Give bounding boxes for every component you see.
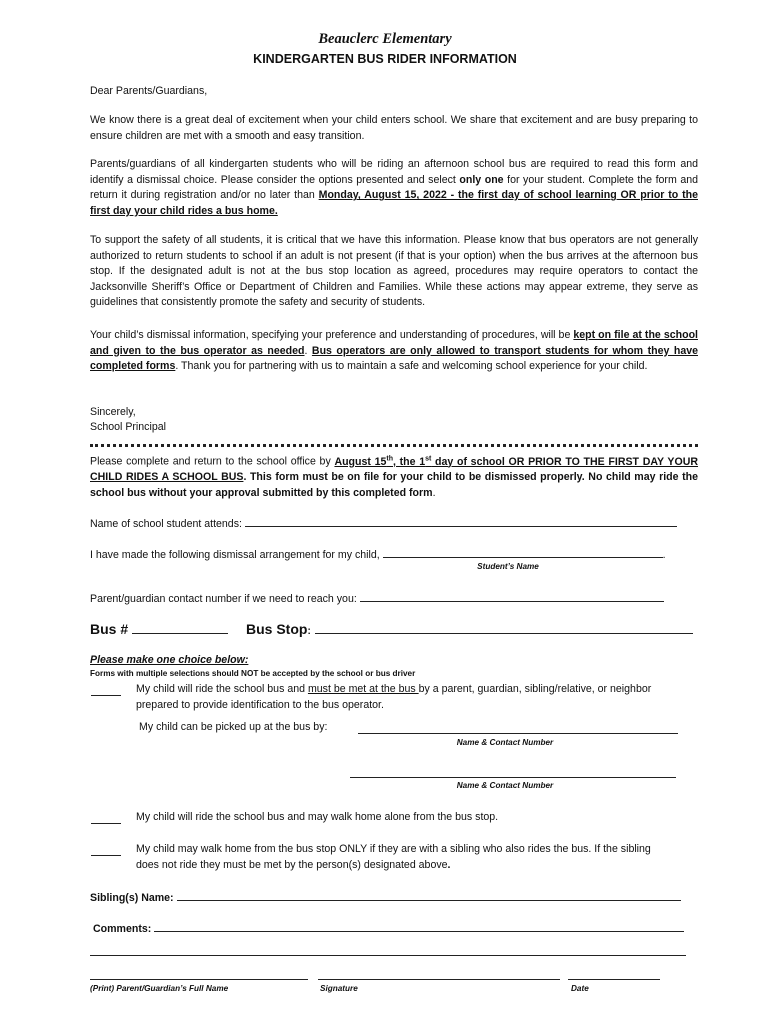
school-input-line[interactable] — [245, 515, 677, 527]
comments-row — [93, 920, 703, 935]
school-name: Beauclerc Elementary — [318, 31, 452, 47]
sibling-label: Sibling(s) Name: — [90, 892, 174, 904]
deadline-date: August 15 — [334, 455, 387, 468]
arrangement-row: I have made the following dismissal arrangement for my child, . — [90, 546, 700, 561]
sibling-row — [90, 889, 700, 904]
contact-row — [90, 590, 700, 605]
name-contact-caption-1: Name & Contact Number — [456, 738, 554, 747]
bus-stop-label: Bus Stop — [246, 621, 308, 637]
choice-3-text: My child may walk home from the bus stop ONLY if they are with a sibling who also rides the bus. If the sibling does not ride they must be met by the person(s) designated above. — [136, 843, 651, 871]
deadline-emphasis: Monday, August 15, 2022 - the first day of school learning OR prior to the first day your child rides a bus home. — [90, 189, 698, 217]
pickup-name-1-input-line[interactable] — [358, 722, 678, 734]
name-contact-caption-2: Name & Contact Number — [456, 781, 554, 790]
bus-number-input-line[interactable] — [132, 620, 228, 634]
bus-stop-row: Bus Stop: — [246, 620, 693, 637]
date-input-line[interactable] — [568, 968, 660, 980]
salutation: Dear Parents/Guardians, — [90, 85, 208, 97]
choice-1-text: My child will ride the school bus and must be met at the bus by a parent, guardian, sibling/relative, or neighbor prepared to provide identification to the bus operator. — [136, 683, 652, 711]
closing: Sincerely, — [90, 406, 136, 418]
contact-input-line[interactable] — [360, 590, 664, 602]
bus-stop-input-line[interactable] — [315, 620, 693, 634]
cut-line-divider — [90, 444, 698, 447]
comments-label: Comments: — [93, 923, 152, 935]
choice-heading: Please make one choice below: — [90, 654, 249, 666]
form-instructions: Please complete and return to the school office by August 15th, the 1st day of school OR PRIOR TO THE FIRST DAY YOUR CHILD RIDES A SCHOOL BUS. This form must be on file for your child to be dismissed properly. No child may ride the school bus without your approval submitted by this completed form. — [90, 455, 699, 499]
school-label: Name of school student attends: — [90, 518, 242, 530]
arrangement-label: I have made the following dismissal arrangement for my child, — [90, 549, 380, 561]
met-at-bus-emphasis: must be met at the bus — [307, 683, 419, 695]
paragraph-3: To support the safety of all students, it is critical that we have this information. Please know that bus operators are not generally authorized to return students to school if an adult is not present (if that is your option) when the bus arrives at the afternoon bus stop. If the designated adult is not at the bus stop location as agreed, procedures may require operators to contact the Jacksonville Sheriff’s Office or Department of Children and Families. While these actions may appear extreme, they serve as guidelines that consistently promote the safety and security of students. — [90, 234, 698, 309]
kept-on-file-emphasis: kept on file at the school and given to the bus operator as needed — [90, 329, 698, 357]
pickup-label: My child can be picked up at the bus by: — [139, 721, 328, 733]
document-title: KINDERGARTEN BUS RIDER INFORMATION — [253, 52, 517, 66]
school-row — [90, 515, 700, 530]
choice-3-checkbox-line[interactable] — [91, 844, 121, 856]
choice-2-checkbox-line[interactable] — [91, 812, 121, 824]
print-name-caption: (Print) Parent/Guardian’s Full Name — [90, 984, 229, 993]
signature-input-line[interactable] — [318, 968, 560, 980]
bus-number-label: Bus # — [90, 621, 129, 637]
date-caption: Date — [571, 984, 589, 993]
print-name-input-line[interactable] — [90, 968, 308, 980]
contact-label: Parent/guardian contact number if we need to reach you: — [90, 593, 357, 605]
operators-emphasis: Bus operators are only allowed to transport students for whom they have completed forms — [90, 344, 698, 373]
only-one-emphasis: only one — [459, 173, 504, 186]
paragraph-2: Parents/guardians of all kindergarten students who will be riding an afternoon school bus are required to read this form and identify a dismissal choice. Please consider the options presented and select only one for your student. Complete the form and return it during registration and/or no later than Monday, August 15, 2022 - the first day of school learning OR prior to the first day your child rides a bus home. — [90, 158, 699, 217]
choice-2-text: My child will ride the school bus and may walk home alone from the bus stop. — [136, 811, 499, 823]
signature-caption: Signature — [320, 984, 358, 993]
signoff: School Principal — [90, 421, 166, 433]
paragraph-4: Your child’s dismissal information, specifying your preference and understanding of procedures, will be kept on file at the school and given to the bus operator as needed. Bus operators are only allowed to transport students for whom they have completed forms. Thank you for partnering with us to maintain a safe and welcoming school experience for your child. — [90, 329, 698, 373]
choice-1-checkbox-line[interactable] — [91, 684, 121, 696]
comments-input-line-1[interactable] — [154, 920, 684, 932]
comments-input-line-2[interactable] — [90, 944, 686, 956]
paragraph-1: We know there is a great deal of excitement when your child enters school. We share that excitement and are busy preparing to ensure children are met with a smooth and easy transition. — [90, 114, 698, 142]
choice-note: Forms with multiple selections should NOT be accepted by the school or bus driver — [90, 669, 416, 678]
sibling-input-line[interactable] — [177, 889, 681, 901]
bus-number-row — [90, 620, 228, 637]
student-name-input-line[interactable] — [383, 546, 663, 558]
pickup-name-2-input-line[interactable] — [350, 766, 676, 778]
student-name-caption: Student’s Name — [477, 562, 539, 571]
